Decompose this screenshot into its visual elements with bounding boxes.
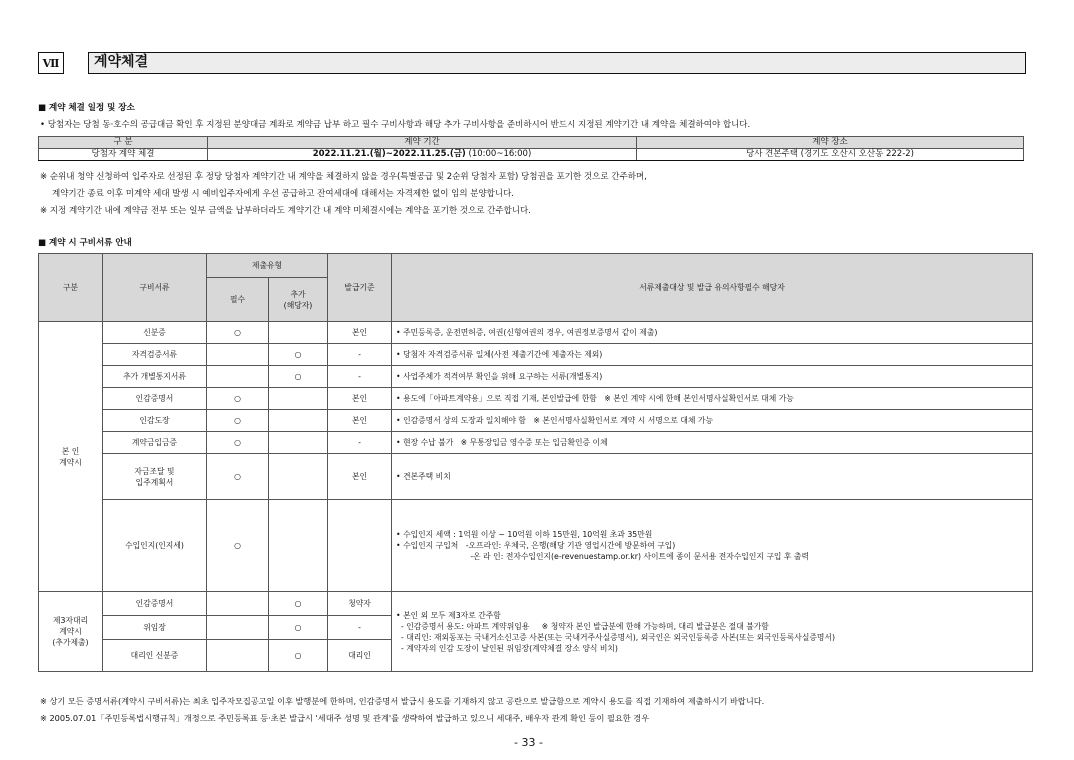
remark-cell bbox=[392, 344, 1033, 366]
remark-line: • 주민등록증, 운전면허증, 여권(신형여권의 경우, 여권정보증명서 같이 제출) bbox=[396, 328, 658, 337]
issuer-cell: 청약자 bbox=[328, 592, 392, 616]
document-cell: 수입인지(인지세) bbox=[103, 500, 207, 592]
table-row bbox=[39, 592, 1033, 616]
footer-note-2: ※ 2005.07.01「주민등록법시행규칙」개정으로 주민등록표 등·초본 발급시 '세대주 성명 및 관계'를 생략하여 발급하고 있으니 세대주, 배우자 관계 확인 등이 필요한 경우 bbox=[40, 713, 650, 723]
remark-line: - 대리인: 재외동포는 국내거소신고증 사본(또는 국내거주사실증명서), 외국인은 외국인등록증 사본(또는 외국인등록사실증명서) bbox=[396, 632, 835, 642]
document-cell: 인감도장 bbox=[103, 410, 207, 432]
required-cell bbox=[207, 592, 269, 616]
additional-cell bbox=[269, 432, 328, 454]
document-cell: 인감증명서 bbox=[103, 592, 207, 616]
additional-cell bbox=[269, 388, 328, 410]
remark-cell bbox=[392, 410, 1033, 432]
remark-line: -온 라 인: 전자수입인지(e-revenuestamp.or.kr) 사이트에 종이 문서용 전자수입인지 구입 후 출력 bbox=[396, 552, 809, 561]
hdr-additional bbox=[269, 278, 328, 322]
additional-cell bbox=[269, 454, 328, 500]
issuer-cell: 본인 bbox=[328, 322, 392, 344]
table-row bbox=[39, 388, 1033, 410]
footer-note-1: ※ 상기 모든 증명서류(계약시 구비서류)는 최초 입주자모집공고일 이후 발행분에 한하며, 인감증명서 발급시 용도를 기재하지 않고 공란으로 발급함으로 계약시 용도를 직접 기재하여 제출하시기 바랍니다. bbox=[40, 696, 765, 706]
documents-heading: ■ 계약 시 구비서류 안내 bbox=[38, 238, 132, 248]
schedule-table bbox=[38, 136, 1024, 161]
note-1: ※ 순위내 청약 신청하여 입주자로 선정된 후 정당 당첨자 계약기간 내 계약을 체결하지 않을 경우(특별공급 및 2순위 당첨자 포함) 당첨권을 포기한 것으로 간주하며, bbox=[40, 172, 647, 182]
required-cell bbox=[207, 344, 269, 366]
required-cell: ○ bbox=[207, 388, 269, 410]
document-cell: 인감증명서 bbox=[103, 388, 207, 410]
issuer-cell bbox=[328, 500, 392, 592]
required-cell: ○ bbox=[207, 410, 269, 432]
document-cell: 자금조달 및 입주계획서 bbox=[103, 454, 207, 500]
table-row bbox=[39, 149, 1024, 161]
required-cell: ○ bbox=[207, 432, 269, 454]
required-cell bbox=[207, 640, 269, 672]
issuer-cell: 본인 bbox=[328, 410, 392, 432]
remark-cell bbox=[392, 454, 1033, 500]
required-cell bbox=[207, 616, 269, 640]
period-dates: 2022.11.21.(월)~2022.11.25.(금) bbox=[312, 149, 466, 159]
schedule-heading: ■ 계약 체결 일정 및 장소 bbox=[38, 103, 135, 113]
schedule-intro: • 당첨자는 당첨 동·호수의 공급대금 확인 후 지정된 분양대금 계좌로 계약금 납부 하고 필수 구비사항과 해당 추가 구비사항을 준비하시어 반드시 지정된 계약기간 내 계약을 체결하여야 합니다. bbox=[40, 120, 751, 130]
table-row bbox=[39, 432, 1033, 454]
table-row bbox=[39, 454, 1033, 500]
issuer-cell: 본인 bbox=[328, 388, 392, 410]
document-cell: 위임장 bbox=[103, 616, 207, 640]
issuer-cell: - bbox=[328, 366, 392, 388]
col-period: 계약 기간 bbox=[208, 137, 637, 149]
hdr-additional-label: 추가 bbox=[290, 289, 306, 299]
issuer-cell: 본인 bbox=[328, 454, 392, 500]
row-category: 당첨자 계약 체결 bbox=[39, 149, 208, 161]
additional-cell: ○ bbox=[269, 640, 328, 672]
document-cell: 계약금입금증 bbox=[103, 432, 207, 454]
document-cell: 자격검증서류 bbox=[103, 344, 207, 366]
section-number: Ⅶ bbox=[38, 52, 64, 74]
section-header bbox=[38, 52, 149, 74]
row-period bbox=[208, 149, 637, 161]
group-self: 본 인 계약시 bbox=[39, 322, 103, 592]
remark-cell bbox=[392, 366, 1033, 388]
remark-line: • 현장 수납 불가 ※ 무통장입금 영수증 또는 입금확인증 이체 bbox=[396, 438, 608, 447]
note-3: ※ 지정 계약기간 내에 계약금 전부 또는 일부 금액을 납부하더라도 계약기간 내 계약 미체결시에는 계약을 포기한 것으로 간주합니다. bbox=[40, 206, 531, 216]
remark-line: • 사업주체가 적격여부 확인을 위해 요구하는 서류(개별통지) bbox=[396, 372, 603, 381]
document-cell: 대리인 신분증 bbox=[103, 640, 207, 672]
additional-cell bbox=[269, 322, 328, 344]
remark-line: • 본인 외 모두 제3자로 간주함 bbox=[396, 610, 501, 620]
remark-cell bbox=[392, 500, 1033, 592]
remark-line: - 인감증명서 용도: 아파트 계약위임용 ※ 청약자 본인 발급분에 한해 가능하며, 대리 발급분은 절대 불가함 bbox=[396, 621, 769, 631]
remark-line: • 당첨자 자격검증서류 일체(사전 제출기간에 제출자는 제외) bbox=[396, 350, 603, 359]
table-row bbox=[39, 322, 1033, 344]
issuer-cell: 대리인 bbox=[328, 640, 392, 672]
period-time: (10:00~16:00) bbox=[465, 149, 532, 159]
remark-line: • 견본주택 비치 bbox=[396, 472, 451, 481]
remark-cell-proxy bbox=[392, 592, 1033, 672]
issuer-cell: - bbox=[328, 616, 392, 640]
additional-cell: ○ bbox=[269, 616, 328, 640]
section-title: 계약체결 bbox=[88, 52, 1026, 74]
remark-cell bbox=[392, 388, 1033, 410]
hdr-submit-type: 제출유형 bbox=[207, 254, 328, 278]
document-cell: 신분증 bbox=[103, 322, 207, 344]
row-place: 당사 견본주택 (경기도 오산시 오산동 222-2) bbox=[637, 149, 1024, 161]
remark-line: - 계약자의 인감 도장이 날인된 위임장(계약체결 장소 양식 비치) bbox=[396, 643, 618, 653]
table-row bbox=[39, 344, 1033, 366]
note-2: 계약기간 종료 이후 미계약 세대 발생 시 예비입주자에게 우선 공급하고 잔여세대에 대해서는 자격제한 없이 임의 분양합니다. bbox=[52, 189, 514, 199]
remark-cell bbox=[392, 432, 1033, 454]
table-row bbox=[39, 366, 1033, 388]
issuer-cell: - bbox=[328, 344, 392, 366]
hdr-remarks: 서류제출대상 및 발급 유의사항필수 해당자 bbox=[392, 254, 1033, 322]
table-row bbox=[39, 410, 1033, 432]
hdr-additional-sub: (해당자) bbox=[283, 300, 313, 310]
remark-line: • 인감증명서 상의 도장과 일치해야 함 ※ 본인서명사실확인서로 계약 시 서명으로 대체 가능 bbox=[396, 416, 713, 425]
hdr-required: 필수 bbox=[207, 278, 269, 322]
hdr-document: 구비서류 bbox=[103, 254, 207, 322]
remark-line: • 용도에「아파트계약용」으로 직접 기재, 본인발급에 한함 ※ 본인 계약 시에 한해 본인서명사실확인서로 대체 가능 bbox=[396, 394, 794, 403]
documents-table bbox=[38, 253, 1033, 672]
required-cell: ○ bbox=[207, 500, 269, 592]
document-cell: 추가 개별통지서류 bbox=[103, 366, 207, 388]
remark-line: • 수입인지 구입처 -오프라인: 우체국, 은행(해당 기관 영업시간에 방문하여 구입) bbox=[396, 541, 676, 550]
table-row bbox=[39, 500, 1033, 592]
hdr-category: 구분 bbox=[39, 254, 103, 322]
additional-cell: ○ bbox=[269, 366, 328, 388]
hdr-issuer: 발급기준 bbox=[328, 254, 392, 322]
required-cell bbox=[207, 366, 269, 388]
remark-line: • 수입인지 세액 : 1억원 이상 ~ 10억원 이하 15만원, 10억원 초과 35만원 bbox=[396, 530, 653, 539]
col-place: 계약 장소 bbox=[637, 137, 1024, 149]
page-number: - 33 - bbox=[514, 736, 543, 749]
additional-cell bbox=[269, 500, 328, 592]
additional-cell: ○ bbox=[269, 592, 328, 616]
additional-cell bbox=[269, 410, 328, 432]
required-cell: ○ bbox=[207, 322, 269, 344]
col-category: 구 분 bbox=[39, 137, 208, 149]
additional-cell: ○ bbox=[269, 344, 328, 366]
group-proxy: 제3자대리 계약시 (추가제출) bbox=[39, 592, 103, 672]
remark-cell bbox=[392, 322, 1033, 344]
issuer-cell: - bbox=[328, 432, 392, 454]
required-cell: ○ bbox=[207, 454, 269, 500]
